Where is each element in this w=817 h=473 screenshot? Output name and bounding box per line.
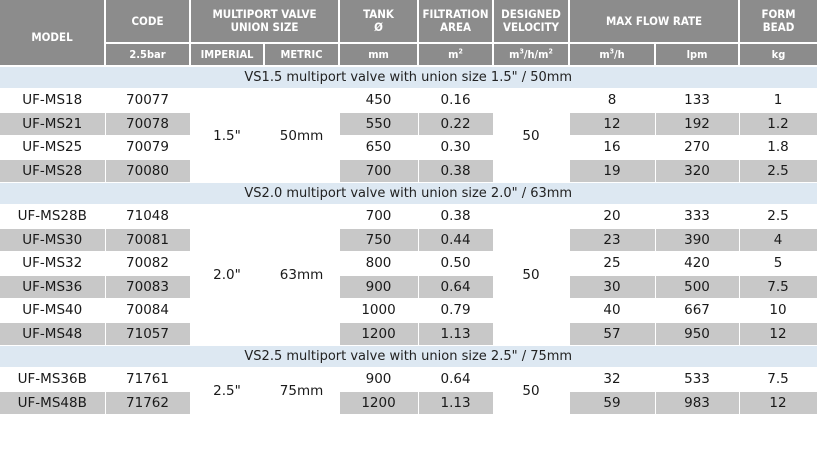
header-model: MODEL xyxy=(0,0,105,66)
cell-flow-lpm: 667 xyxy=(655,299,739,323)
cell-flow-m3h: 40 xyxy=(569,299,655,323)
cell-imperial: 1.5" xyxy=(190,89,264,183)
header-filtration-area xyxy=(418,0,493,43)
subheader-code-pressure: 2.5bar xyxy=(105,43,190,66)
cell-code: 70077 xyxy=(105,89,190,113)
cell-bead-kg: 2.5 xyxy=(739,205,817,229)
cell-tank: 800 xyxy=(339,252,418,276)
cell-tank: 750 xyxy=(339,228,418,252)
cell-model: UF-MS48B xyxy=(0,391,105,415)
table-row xyxy=(0,89,817,113)
cell-code: 70079 xyxy=(105,136,190,160)
velocity-unit-m: m xyxy=(509,48,520,61)
cell-flow-m3h: 32 xyxy=(569,368,655,392)
cell-area: 0.50 xyxy=(418,252,493,276)
cell-flow-lpm: 192 xyxy=(655,112,739,136)
cell-flow-lpm: 420 xyxy=(655,252,739,276)
subheader-flow-lpm-unit: lpm xyxy=(655,43,739,66)
cell-area: 0.38 xyxy=(418,205,493,229)
cell-area: 0.30 xyxy=(418,136,493,160)
cell-flow-lpm: 133 xyxy=(655,89,739,113)
cell-model: UF-MS18 xyxy=(0,89,105,113)
cell-code: 71048 xyxy=(105,205,190,229)
subheader-velocity-unit xyxy=(493,43,569,66)
header-velocity-line1: DESIGNED xyxy=(501,7,561,21)
cell-tank: 550 xyxy=(339,112,418,136)
cell-bead-kg: 7.5 xyxy=(739,368,817,392)
cell-bead-kg: 1 xyxy=(739,89,817,113)
cell-imperial: 2.0" xyxy=(190,205,264,346)
cell-imperial: 2.5" xyxy=(190,368,264,415)
cell-code: 70082 xyxy=(105,252,190,276)
cell-flow-m3h: 16 xyxy=(569,136,655,160)
cell-metric: 50mm xyxy=(264,89,339,183)
table-row xyxy=(0,252,817,276)
cell-flow-m3h: 59 xyxy=(569,391,655,415)
subheader-area-unit xyxy=(418,43,493,66)
subheader-bead-unit: kg xyxy=(739,43,817,66)
header-filtration-line1: FILTRATION xyxy=(422,7,489,21)
table-row xyxy=(0,228,817,252)
cell-flow-lpm: 333 xyxy=(655,205,739,229)
cell-flow-m3h: 23 xyxy=(569,228,655,252)
table-body xyxy=(0,66,817,415)
cell-flow-m3h: 8 xyxy=(569,89,655,113)
cell-area: 0.22 xyxy=(418,112,493,136)
table-row xyxy=(0,391,817,415)
cell-bead-kg: 2.5 xyxy=(739,159,817,183)
cell-flow-lpm: 390 xyxy=(655,228,739,252)
group-title: VS1.5 multiport valve with union size 1.5" / 50mm xyxy=(0,66,817,89)
table-row xyxy=(0,275,817,299)
table-header xyxy=(0,0,817,66)
subheader-tank-unit: mm xyxy=(339,43,418,66)
cell-model: UF-MS28B xyxy=(0,205,105,229)
cell-model: UF-MS36 xyxy=(0,275,105,299)
header-designed-velocity xyxy=(493,0,569,43)
cell-bead-kg: 10 xyxy=(739,299,817,323)
cell-bead-kg: 12 xyxy=(739,322,817,346)
cell-model: UF-MS30 xyxy=(0,228,105,252)
cell-area: 1.13 xyxy=(418,322,493,346)
table-row xyxy=(0,159,817,183)
cell-flow-lpm: 500 xyxy=(655,275,739,299)
velocity-unit-sup1: 3 xyxy=(519,47,524,56)
cell-flow-lpm: 950 xyxy=(655,322,739,346)
cell-code: 71762 xyxy=(105,391,190,415)
cell-model: UF-MS25 xyxy=(0,136,105,160)
cell-tank: 1200 xyxy=(339,322,418,346)
header-tank-line1: TANK xyxy=(363,7,394,21)
cell-tank: 450 xyxy=(339,89,418,113)
cell-code: 70083 xyxy=(105,275,190,299)
cell-code: 70084 xyxy=(105,299,190,323)
area-unit-sup: 2 xyxy=(458,47,463,56)
header-filtration-line2: AREA xyxy=(439,20,472,34)
cell-bead-kg: 1.8 xyxy=(739,136,817,160)
cell-tank: 900 xyxy=(339,275,418,299)
cell-tank: 650 xyxy=(339,136,418,160)
cell-model: UF-MS32 xyxy=(0,252,105,276)
cell-model: UF-MS28 xyxy=(0,159,105,183)
cell-flow-lpm: 270 xyxy=(655,136,739,160)
cell-area: 0.64 xyxy=(418,368,493,392)
cell-tank: 1200 xyxy=(339,391,418,415)
table-row xyxy=(0,136,817,160)
cell-code: 71057 xyxy=(105,322,190,346)
cell-code: 70078 xyxy=(105,112,190,136)
cell-tank: 700 xyxy=(339,159,418,183)
table-row xyxy=(0,205,817,229)
cell-flow-m3h: 30 xyxy=(569,275,655,299)
header-multiport-line2: UNION SIZE xyxy=(230,20,299,34)
header-max-flow-rate: MAX FLOW RATE xyxy=(569,0,739,43)
cell-code: 70080 xyxy=(105,159,190,183)
subheader-flow-m3h-unit xyxy=(569,43,655,66)
cell-area: 1.13 xyxy=(418,391,493,415)
flow-unit-base: m xyxy=(599,48,610,61)
cell-code: 70081 xyxy=(105,228,190,252)
cell-flow-m3h: 12 xyxy=(569,112,655,136)
cell-velocity: 50 xyxy=(493,89,569,183)
cell-bead-kg: 5 xyxy=(739,252,817,276)
flow-unit-tail: /h xyxy=(614,48,625,61)
table-row xyxy=(0,112,817,136)
cell-bead-kg: 1.2 xyxy=(739,112,817,136)
cell-flow-lpm: 320 xyxy=(655,159,739,183)
cell-tank: 700 xyxy=(339,205,418,229)
cell-flow-lpm: 533 xyxy=(655,368,739,392)
cell-bead-kg: 12 xyxy=(739,391,817,415)
cell-area: 0.44 xyxy=(418,228,493,252)
cell-code: 71761 xyxy=(105,368,190,392)
table-row xyxy=(0,322,817,346)
cell-area: 0.79 xyxy=(418,299,493,323)
group-title: VS2.0 multiport valve with union size 2.0" / 63mm xyxy=(0,183,817,205)
cell-flow-m3h: 57 xyxy=(569,322,655,346)
table-row xyxy=(0,368,817,392)
cell-area: 0.38 xyxy=(418,159,493,183)
header-code: CODE xyxy=(105,0,190,43)
cell-model: UF-MS48 xyxy=(0,322,105,346)
cell-model: UF-MS40 xyxy=(0,299,105,323)
cell-metric: 63mm xyxy=(264,205,339,346)
cell-bead-kg: 4 xyxy=(739,228,817,252)
cell-model: UF-MS21 xyxy=(0,112,105,136)
cell-metric: 75mm xyxy=(264,368,339,415)
header-velocity-line2: VELOCITY xyxy=(502,20,560,34)
velocity-unit-sup2: 2 xyxy=(548,47,553,56)
velocity-unit-mid: /h/m xyxy=(523,48,549,61)
cell-flow-m3h: 19 xyxy=(569,159,655,183)
cell-area: 0.64 xyxy=(418,275,493,299)
header-bead-line1: FORM xyxy=(761,7,796,21)
cell-velocity: 50 xyxy=(493,368,569,415)
area-unit-base: m xyxy=(448,48,459,61)
subheader-imperial: IMPERIAL xyxy=(190,43,264,66)
cell-flow-m3h: 25 xyxy=(569,252,655,276)
table-row xyxy=(0,299,817,323)
cell-tank: 900 xyxy=(339,368,418,392)
flow-unit-sup: 3 xyxy=(609,47,615,56)
header-tank xyxy=(339,0,418,43)
cell-flow-lpm: 983 xyxy=(655,391,739,415)
cell-model: UF-MS36B xyxy=(0,368,105,392)
header-form-bead xyxy=(739,0,817,43)
header-multiport-valve xyxy=(190,0,339,43)
header-bead-line2: BEAD xyxy=(762,20,795,34)
header-multiport-line1: MULTIPORT VALVE xyxy=(212,7,317,21)
cell-flow-m3h: 20 xyxy=(569,205,655,229)
cell-area: 0.16 xyxy=(418,89,493,113)
cell-bead-kg: 7.5 xyxy=(739,275,817,299)
subheader-metric: METRIC xyxy=(264,43,339,66)
cell-velocity: 50 xyxy=(493,205,569,346)
header-tank-line2: Ø xyxy=(374,20,383,34)
cell-tank: 1000 xyxy=(339,299,418,323)
group-title: VS2.5 multiport valve with union size 2.5" / 75mm xyxy=(0,346,817,368)
